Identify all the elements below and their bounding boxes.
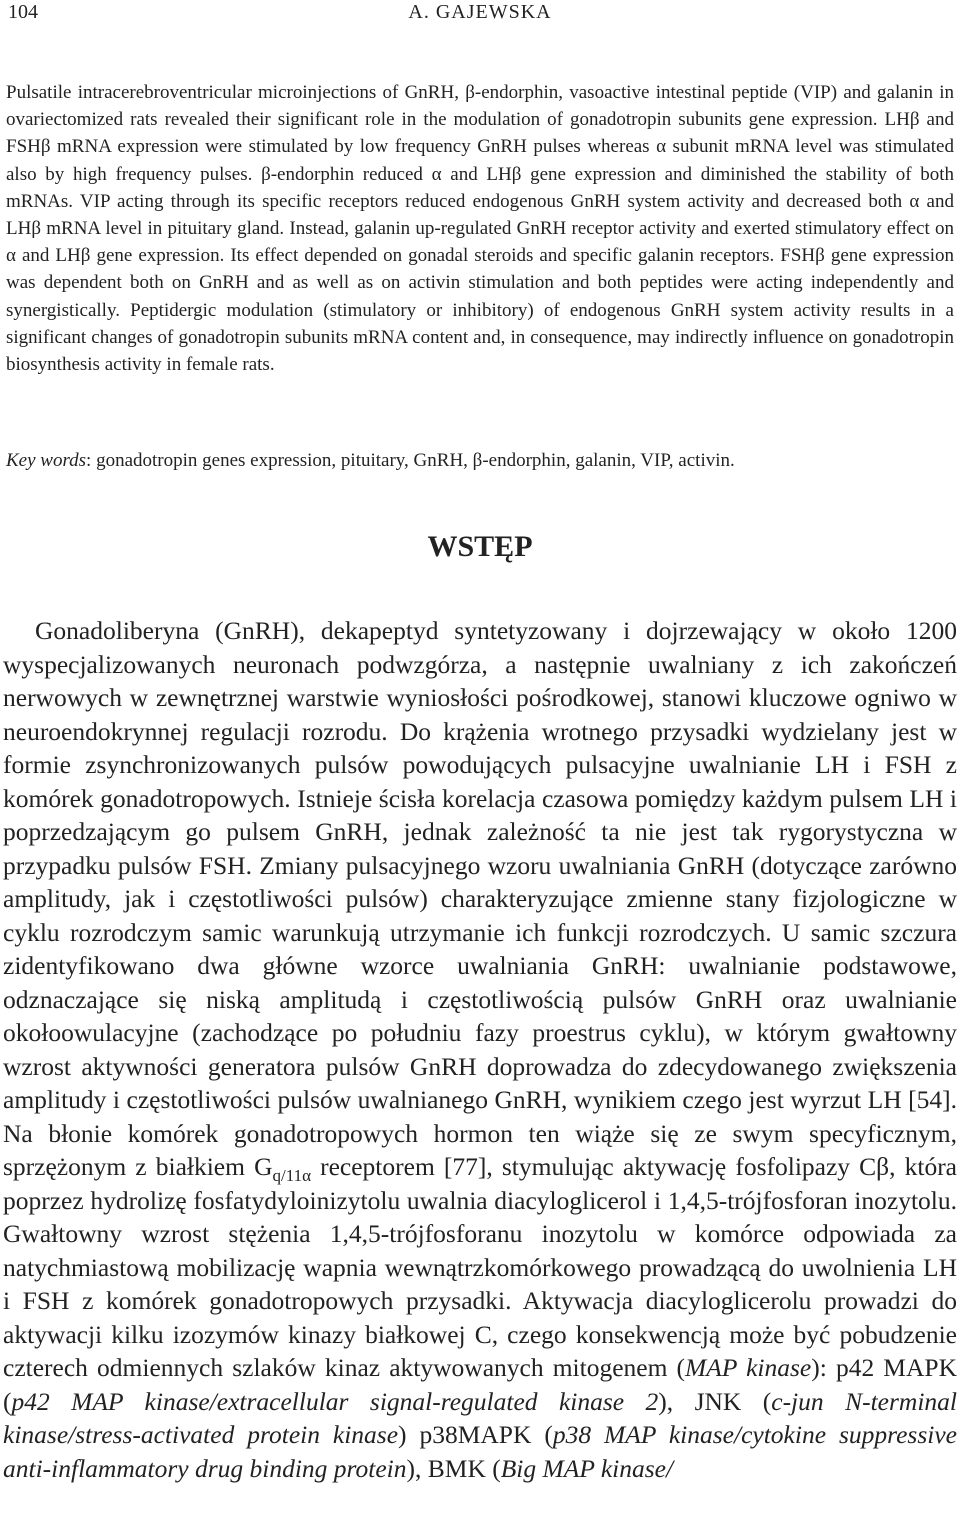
running-head: A. GAJEWSKA — [408, 1, 552, 23]
keywords — [6, 447, 954, 474]
page-number: 104 — [8, 1, 38, 23]
body-part1: Gonadoliberyna (GnRH), dekapeptyd syntetyzowany i dojrzewający w około 1200 wyspecjalizowanych neuronach podwzgórza, a następnie uwalniany z ich zakończeń nerwowych w zewnętrznej warstwie wyniosłości pośrodkowej, stanowi kluczowe ogniwo w neuroendokrynnej regulacji rozrodu. Do krążenia wrotnego przysadki wydzielany jest w formie zsynchronizowanych pulsów powodujących pulsacyjne uwalnianie LH i FSH z komórek gonadotropowych. Istnieje ścisła korelacja czasowa pomiędzy każdym pulsem LH i poprzedzającym go pulsem GnRH, jednak zależność ta nie jest tak rygorystyczna w przypadku pulsów FSH. Zmiany pulsacyjnego wzoru uwalniania GnRH (dotyczące zarówno amplitudy, jak i częstotliwości pulsów) charakteryzujące zmienne stany fizjologiczne w cyklu rozrodczym samic warunkują utrzymanie ich funkcji rozrodczych. U samic szczura zidentyfikowano dwa główne wzorce uwalniania GnRH: uwalnianie podstawowe, odznaczające się niską amplitudą i częstotliwością pulsów GnRH oraz uwalnianie okołoowulacyjne (zachodzące po południu fazy proestrus cyklu), w którym gwałtowny wzrost aktywności generatora pulsów GnRH doprowadza do zdecydowanego zwiększenia amplitudy i częstotliwości pulsów uwalnianego GnRH, wynikiem czego jest wyrzut LH [54]. Na błonie komórek gonadotropowych hormon ten wiąże się ze swym specyficznym, sprzężonym z białkiem — [3, 616, 957, 1181]
body-part5: ) p38MAPK ( — [398, 1420, 553, 1449]
body-part2: receptorem [77], stymulując aktywację fosfolipazy Cβ, która poprzez hydrolizę fosfatydyloinizytolu uwalnia diacyloglicerol i 1,4,5-trójfosforan inozytolu. Gwałtowny wzrost stężenia 1,4,5-trójfosforanu inozytolu w komórce odpowiada za natychmiastową mobilizację wapnia wewnątrzkomórkowego prowadzącą do uwolnienia LH i FSH z komórek gonadotropowych przysadki. Aktywacja diacyloglicerolu prowadzi do aktywacji kilku izozymów kinazy białkowej C, czego konsekwencją może być pobudzenie czterech odmiennych szlaków kinaz aktywowanych mitogenem ( — [3, 1152, 957, 1382]
body-text — [3, 614, 957, 1485]
abstract-text: Pulsatile intracerebroventricular microinjections of GnRH, β-endorphin, vasoactive intestinal peptide (VIP) and galanin in ovariectomized rats revealed their significant role in the modulation of gonadotropin subunits gene expression. LHβ and FSHβ mRNA expression were stimulated by low frequency GnRH pulses whereas α subunit mRNA level was stimulated also by high frequency pulses. β-endorphin reduced α and LHβ gene expression and diminished the stability of both mRNAs. VIP acting through its specific receptors reduced endogenous GnRH system activity and decreased both α and LHβ mRNA level in pituitary gland. Instead, galanin up-regulated GnRH receptor activity and exerted stimulatory effect on α and LHβ gene expression. Its effect depended on gonadal steroids and specific galanin receptors. FSHβ gene expression was dependent both on GnRH and as well as on activin stimulation and both peptides were acting independently and synergistically. Peptidergic modulation (stimulatory or inhibitory) of endogenous GnRH system activity results in a significant changes of gonadotropin subunits mRNA content and, in consequence, may indirectly influence on gonadotropin biosynthesis activity in female rats. — [6, 82, 954, 376]
body-italic-2: p42 MAP kinase/extracellular signal-regulated kinase 2 — [11, 1386, 659, 1416]
keywords-label: Key words — [6, 450, 87, 471]
body-italic-1: MAP kinase — [685, 1353, 812, 1382]
section-title: WSTĘP — [427, 530, 533, 563]
body-italic-3: c-jun N-terminal kinase/stress-activated protein kinase — [3, 1386, 957, 1449]
body-part6: ), BMK ( — [406, 1453, 501, 1483]
body-paragraph — [3, 614, 957, 1485]
body-italic-4: p38 MAP kinase/cytokine suppressive anti-inflammatory drug binding protein — [3, 1420, 957, 1483]
body-g-letter: G — [254, 1152, 273, 1181]
body-part3: ): p42 MAPK ( — [3, 1353, 957, 1416]
body-g-subscript: q/11α — [272, 1166, 311, 1186]
body-part4: ), JNK ( — [658, 1386, 772, 1416]
page-header — [0, 0, 960, 28]
abstract — [6, 79, 954, 378]
keywords-text: : gonadotropin genes expression, pituitary, GnRH, β-endorphin, galanin, VIP, activin. — [86, 450, 735, 471]
body-italic-5: Big MAP kinase/ — [500, 1453, 674, 1483]
